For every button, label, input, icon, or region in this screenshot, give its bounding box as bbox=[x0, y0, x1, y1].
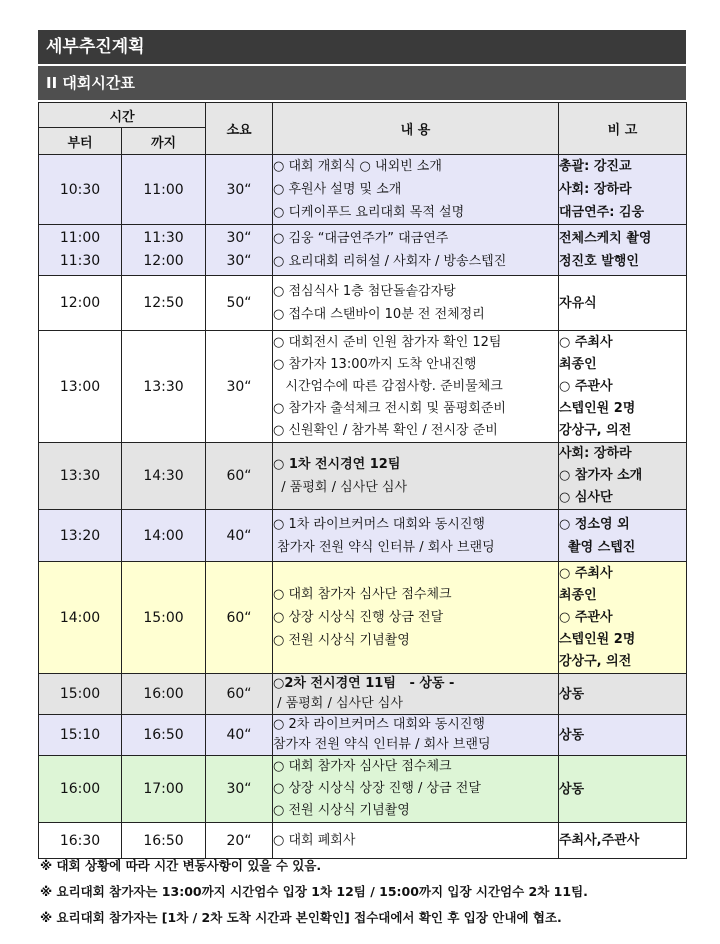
duration-line: 30“ bbox=[226, 230, 252, 246]
table-row bbox=[39, 756, 687, 823]
from-cell: 13:00 bbox=[39, 331, 122, 443]
to-cell bbox=[122, 225, 206, 276]
content-line: ○ 참가자 13:00까지 도착 안내진행 bbox=[273, 356, 477, 372]
note-line: ○ 주최사 bbox=[559, 565, 613, 581]
duration-cell: 30“ bbox=[206, 331, 273, 443]
content-cell bbox=[273, 674, 559, 715]
duration-cell: 40“ bbox=[206, 510, 273, 562]
content-line: 시간엄수에 따른 감점사항. 준비물체크 bbox=[273, 378, 503, 394]
content-line: ○ 대회 참가자 심사단 점수체크 bbox=[273, 759, 452, 774]
from-cell: 16:30 bbox=[39, 823, 122, 859]
content-line: ○ 상장 시상식 상장 진행 / 상금 전달 bbox=[273, 781, 481, 796]
from-cell: 10:30 bbox=[39, 155, 122, 225]
duration-cell: 30“ bbox=[206, 155, 273, 225]
to-cell: 16:00 bbox=[122, 674, 206, 715]
note-line: ○ 주최사 bbox=[559, 334, 613, 350]
content-line: ○ 대회전시 준비 인원 참가자 확인 12팀 bbox=[273, 334, 502, 350]
note-cell bbox=[559, 331, 687, 443]
content-line: ○ 참가자 출석체크 전시회 및 품평회준비 bbox=[273, 400, 506, 416]
note-line: ○ 주관사 bbox=[559, 609, 613, 625]
time-line: 11:00 bbox=[59, 230, 101, 246]
note-cell bbox=[559, 276, 687, 331]
from-cell bbox=[39, 225, 122, 276]
note-line: ○ 참가자 소개 bbox=[559, 468, 643, 483]
to-cell: 13:30 bbox=[122, 331, 206, 443]
duration-cell: 30“ bbox=[206, 756, 273, 823]
note-line: 사회: 장하라 bbox=[559, 182, 632, 197]
table-row bbox=[39, 674, 687, 715]
note-line: 자유식 bbox=[559, 295, 597, 311]
content-cell bbox=[273, 276, 559, 331]
header-content: 내 용 bbox=[273, 103, 559, 155]
content-line: / 품평회 / 심사단 심사 bbox=[273, 696, 403, 711]
note-cell bbox=[559, 562, 687, 674]
section-title: II 대회시간표 bbox=[38, 66, 686, 100]
note-line: 정진호 발행인 bbox=[559, 254, 639, 269]
table-row bbox=[39, 331, 687, 443]
from-cell: 13:30 bbox=[39, 443, 122, 510]
note-line: 최종인 bbox=[559, 356, 597, 372]
table-row bbox=[39, 562, 687, 674]
table-row bbox=[39, 510, 687, 562]
note-cell bbox=[559, 756, 687, 823]
content-line: ○ 접수대 스탠바이 10분 전 전체정리 bbox=[273, 307, 485, 322]
from-cell: 15:10 bbox=[39, 715, 122, 756]
table-row bbox=[39, 276, 687, 331]
duration-cell bbox=[206, 225, 273, 276]
note-line: 촬영 스텝진 bbox=[559, 539, 636, 555]
note-line: 스텝인원 2명 bbox=[559, 631, 636, 647]
content-line: ○ 대회 개회식 ○ 내외빈 소개 bbox=[273, 159, 442, 174]
from-cell: 15:00 bbox=[39, 674, 122, 715]
table-row bbox=[39, 155, 687, 225]
to-cell: 11:00 bbox=[122, 155, 206, 225]
time-line: 11:30 bbox=[59, 253, 101, 269]
duration-cell: 20“ bbox=[206, 823, 273, 859]
to-cell: 17:00 bbox=[122, 756, 206, 823]
content-line: ○ 상장 시상식 진행 상금 전달 bbox=[273, 610, 444, 625]
note-line: 상동 bbox=[559, 781, 585, 797]
note-line: 상동 bbox=[559, 727, 585, 743]
note-line: ○ 주관사 bbox=[559, 378, 613, 394]
to-cell: 15:00 bbox=[122, 562, 206, 674]
content-line: ○ 전원 시상식 기념촬영 bbox=[273, 803, 410, 818]
content-line: 참가자 전원 약식 인터뷰 / 회사 브랜딩 bbox=[273, 737, 491, 752]
schedule-table bbox=[38, 102, 687, 859]
note-line: 사회: 장하라 bbox=[559, 446, 632, 461]
from-cell: 13:20 bbox=[39, 510, 122, 562]
note-line: 강상구, 의전 bbox=[559, 422, 632, 438]
content-cell bbox=[273, 155, 559, 225]
content-line: ○ 후원사 설명 및 소개 bbox=[273, 182, 402, 197]
to-cell: 16:50 bbox=[122, 823, 206, 859]
note-line: 상동 bbox=[559, 686, 585, 702]
note-line: ○ 심사단 bbox=[559, 490, 613, 505]
header-from: 부터 bbox=[39, 128, 122, 155]
content-cell bbox=[273, 443, 559, 510]
table-row bbox=[39, 443, 687, 510]
note-cell bbox=[559, 715, 687, 756]
duration-line: 30“ bbox=[226, 253, 252, 269]
footnotes bbox=[40, 853, 690, 931]
note-cell bbox=[559, 510, 687, 562]
table-row bbox=[39, 225, 687, 276]
content-cell bbox=[273, 562, 559, 674]
content-cell bbox=[273, 715, 559, 756]
header-duration: 소요 bbox=[206, 103, 273, 155]
content-cell bbox=[273, 510, 559, 562]
to-cell: 14:30 bbox=[122, 443, 206, 510]
note-cell bbox=[559, 674, 687, 715]
header-time: 시간 bbox=[39, 103, 206, 128]
footnote: ※ 요리대회 참가자는 [1차 / 2차 도착 시간과 본인확인] 접수대에서 확인 후 입장 안내에 협조. bbox=[40, 910, 562, 925]
content-line: ○ 신원확인 / 참가복 확인 / 전시장 준비 bbox=[273, 422, 498, 438]
content-line: ○2차 전시경연 11팀 - 상동 - bbox=[273, 676, 455, 691]
note-line: 최종인 bbox=[559, 587, 597, 603]
note-line: 총괄: 강진교 bbox=[559, 159, 632, 174]
content-line: ○ 2차 라이브커머스 대회와 동시진행 bbox=[273, 717, 485, 732]
note-line: ○ 정소영 외 bbox=[559, 516, 630, 532]
note-cell bbox=[559, 443, 687, 510]
duration-cell: 60“ bbox=[206, 443, 273, 510]
content-line: / 품평회 / 심사단 심사 bbox=[273, 480, 408, 495]
note-line: 전체스케치 촬영 bbox=[559, 231, 652, 246]
to-cell: 16:50 bbox=[122, 715, 206, 756]
from-cell: 16:00 bbox=[39, 756, 122, 823]
content-line: ○ 1차 전시경연 12팀 bbox=[273, 457, 401, 472]
content-line: 참가자 전원 약식 인터뷰 / 회사 브랜딩 bbox=[273, 539, 495, 555]
duration-cell: 60“ bbox=[206, 674, 273, 715]
note-line: 강상구, 의전 bbox=[559, 653, 632, 669]
note-line: 스텝인원 2명 bbox=[559, 400, 636, 416]
content-line: ○ 대회 참가자 심사단 점수체크 bbox=[273, 587, 452, 602]
header-note: 비 고 bbox=[559, 103, 687, 155]
footnote: ※ 요리대회 참가자는 13:00까지 시간엄수 입장 1차 12팀 / 15:00까지 입장 시간엄수 2차 11팀. bbox=[40, 884, 588, 899]
content-line: ○ 디케이푸드 요리대회 목적 설명 bbox=[273, 205, 465, 220]
to-cell: 12:50 bbox=[122, 276, 206, 331]
from-cell: 12:00 bbox=[39, 276, 122, 331]
note-line: 대금연주: 김웅 bbox=[559, 205, 645, 220]
duration-cell: 40“ bbox=[206, 715, 273, 756]
content-line: ○ 김웅 “대금연주가” 대금연주 bbox=[273, 231, 449, 246]
content-line: ○ 1차 라이브커머스 대회와 동시진행 bbox=[273, 516, 485, 532]
header-row bbox=[39, 103, 687, 128]
content-line: ○ 요리대회 리허설 / 사회자 / 방송스텝진 bbox=[273, 254, 507, 269]
duration-cell: 50“ bbox=[206, 276, 273, 331]
page-title: 세부추진계획 bbox=[38, 30, 686, 64]
content-cell bbox=[273, 756, 559, 823]
note-cell bbox=[559, 155, 687, 225]
content-line: ○ 점심식사 1층 첨단돌솥감자탕 bbox=[273, 284, 456, 299]
to-cell: 14:00 bbox=[122, 510, 206, 562]
footnote: ※ 대회 상황에 따라 시간 변동사항이 있을 수 있음. bbox=[40, 858, 322, 873]
header-to: 까지 bbox=[122, 128, 206, 155]
note-cell bbox=[559, 225, 687, 276]
time-line: 11:30 bbox=[143, 230, 184, 246]
content-line: ○ 전원 시상식 기념촬영 bbox=[273, 633, 410, 648]
table-row bbox=[39, 715, 687, 756]
time-line: 12:00 bbox=[143, 253, 184, 269]
content-cell bbox=[273, 331, 559, 443]
duration-cell: 60“ bbox=[206, 562, 273, 674]
content-cell bbox=[273, 225, 559, 276]
note-line: 주최사,주관사 bbox=[559, 833, 640, 848]
from-cell: 14:00 bbox=[39, 562, 122, 674]
content-line: ○ 대회 폐회사 bbox=[273, 833, 356, 848]
